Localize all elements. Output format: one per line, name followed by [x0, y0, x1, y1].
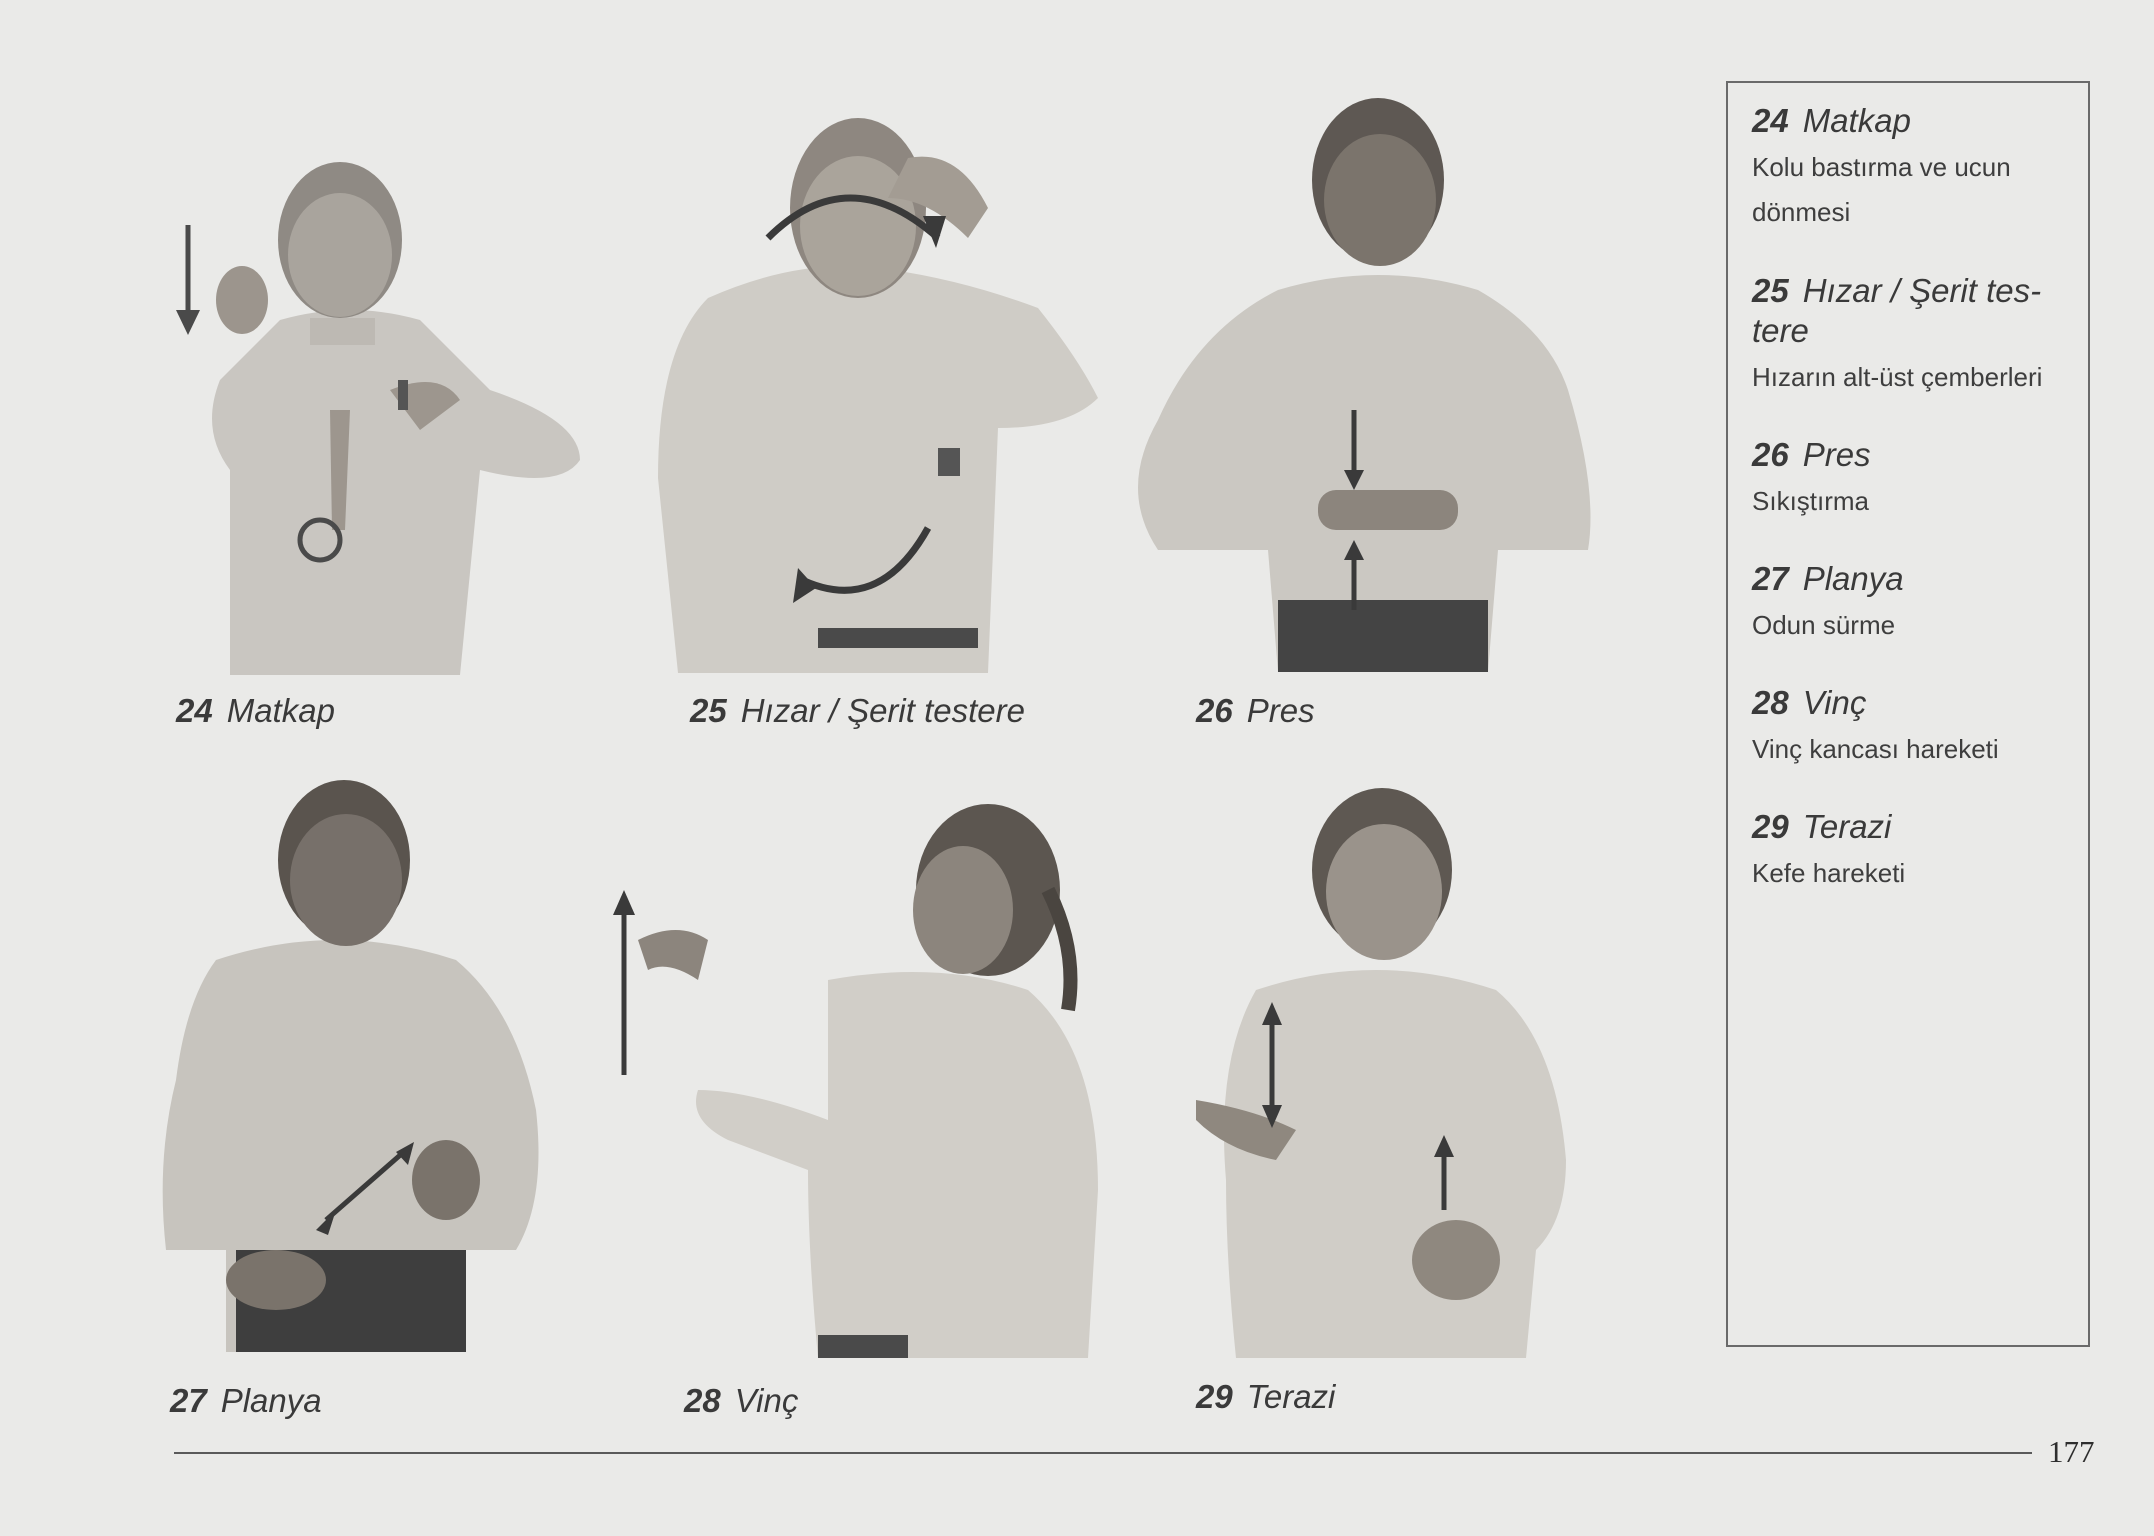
legend-title	[1752, 559, 2082, 599]
legend-description: Odun sürme	[1752, 610, 1896, 640]
legend-description: Hızarın alt-üst çemberleri	[1752, 362, 2043, 392]
caption-title: Pres	[1246, 692, 1315, 729]
legend-number: 29	[1752, 808, 1789, 845]
person-figure-vinc	[608, 790, 1106, 1358]
legend-description: Kolu bastırma ve ucun dönmesi	[1752, 152, 2011, 227]
caption-number: 29	[1196, 1378, 1233, 1415]
caption-hizar	[690, 692, 1025, 730]
person-figure-hizar	[648, 98, 1100, 673]
legend-entry-pres	[1752, 435, 2082, 524]
legend-title	[1752, 101, 2082, 141]
caption-matkap	[176, 692, 335, 730]
footer-rule	[174, 1452, 2032, 1454]
caption-title: Planya	[220, 1382, 322, 1419]
photo-matkap	[160, 130, 590, 675]
legend-number: 24	[1752, 102, 1789, 139]
legend-box	[1726, 81, 2090, 1347]
legend-number: 27	[1752, 560, 1789, 597]
caption-pres	[1196, 692, 1315, 730]
caption-vinc	[684, 1382, 798, 1420]
legend-entry-planya	[1752, 559, 2082, 648]
page-number: 177	[2048, 1434, 2095, 1469]
caption-title: Hızar / Şerit testere	[740, 692, 1025, 729]
caption-number: 26	[1196, 692, 1233, 729]
photo-pres	[1118, 90, 1630, 672]
photo-vinc	[608, 790, 1106, 1358]
caption-title: Vinç	[734, 1382, 799, 1419]
caption-number: 28	[684, 1382, 721, 1419]
caption-title: Terazi	[1246, 1378, 1336, 1415]
legend-title	[1752, 435, 2082, 475]
person-figure-terazi	[1196, 780, 1566, 1358]
legend-title-text: Matkap	[1802, 102, 1911, 139]
caption-title: Matkap	[226, 692, 335, 729]
legend-title-text: Vinç	[1802, 684, 1867, 721]
legend-description: Vinç kancası hareketi	[1752, 734, 1999, 764]
legend-entry-matkap	[1752, 101, 2082, 235]
photo-planya	[156, 780, 542, 1352]
caption-terazi	[1196, 1378, 1335, 1416]
legend-title-text: Terazi	[1802, 808, 1892, 845]
legend-title	[1752, 271, 2082, 351]
legend-title-text: Planya	[1802, 560, 1904, 597]
caption-number: 24	[176, 692, 213, 729]
caption-number: 27	[170, 1382, 207, 1419]
photo-hizar	[648, 98, 1100, 673]
legend-number: 25	[1752, 272, 1789, 309]
caption-planya	[170, 1382, 322, 1420]
legend-title-text: Hızar / Şerit tes-tere	[1752, 272, 2042, 349]
photo-terazi	[1196, 780, 1566, 1358]
legend-title	[1752, 807, 2082, 847]
caption-number: 25	[690, 692, 727, 729]
legend-number: 28	[1752, 684, 1789, 721]
legend-description: Sıkıştırma	[1752, 486, 1870, 516]
legend-description: Kefe hareketi	[1752, 858, 1906, 888]
legend-entry-hizar	[1752, 271, 2082, 400]
person-figure-planya	[156, 780, 542, 1352]
legend-entry-terazi	[1752, 807, 2082, 896]
legend-title	[1752, 683, 2082, 723]
legend-title-text: Pres	[1802, 436, 1871, 473]
person-figure-pres	[1118, 90, 1630, 672]
person-figure-matkap	[160, 130, 590, 675]
legend-entry-vinc	[1752, 683, 2082, 772]
legend-number: 26	[1752, 436, 1789, 473]
